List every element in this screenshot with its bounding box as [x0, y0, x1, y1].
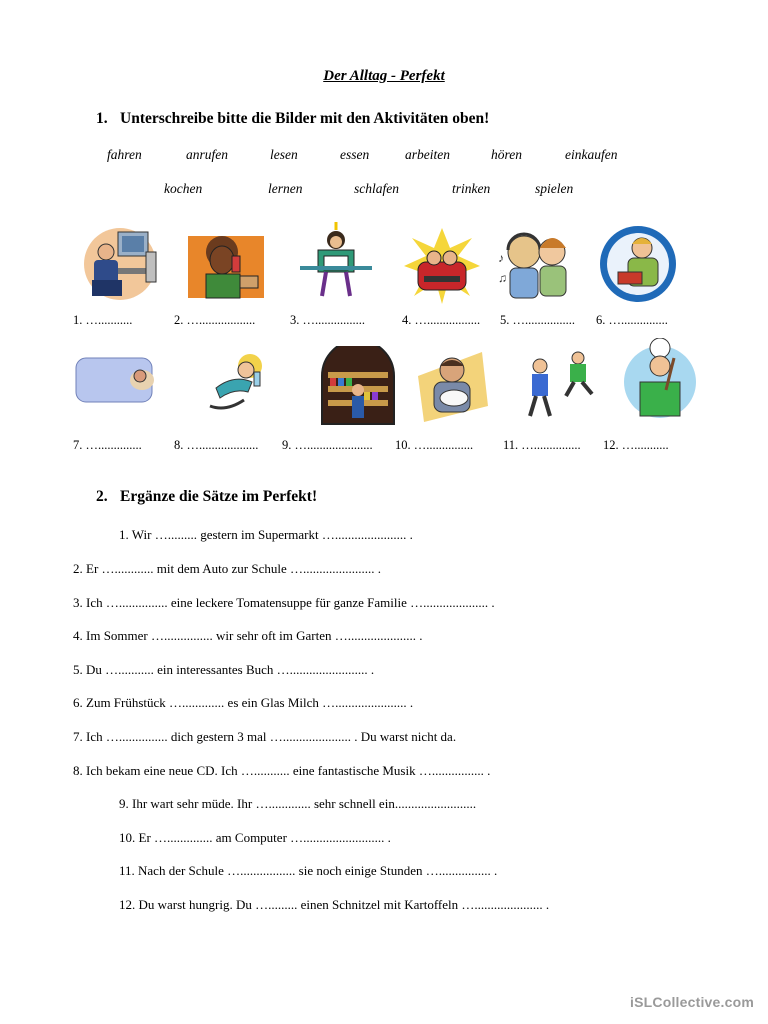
- sentence-item[interactable]: 4. Im Sommer …............... wir sehr oft im Garten …..................... .: [73, 628, 423, 643]
- sentence-item[interactable]: 11. Nach der Schule …................. sie noch einige Stunden …................ .: [119, 863, 498, 878]
- word-bank-item: schlafen: [354, 181, 399, 196]
- word-bank-item: spielen: [535, 181, 574, 196]
- picture-answer-blank[interactable]: 2. …..................: [174, 313, 256, 327]
- worksheet-title: Der Alltag - Perfekt: [323, 68, 445, 84]
- eating-icon: [412, 346, 492, 426]
- word-bank-item: kochen: [164, 181, 203, 196]
- task2-heading-text: Ergänze die Sätze im Perfekt!: [120, 488, 318, 505]
- task1-heading-text: Unterschreibe bitte die Bilder mit den Aktivitäten oben!: [120, 110, 490, 127]
- word-bank-item: hören: [491, 147, 522, 162]
- sentence-item[interactable]: 12. Du warst hungrig. Du …......... einen Schnitzel mit Kartoffeln …..................... .: [119, 897, 550, 912]
- picture-answer-blank[interactable]: 7. …..............: [73, 438, 142, 452]
- sentence-item[interactable]: 10. Er ….............. am Computer …......................... .: [119, 830, 391, 845]
- sentence-item[interactable]: 7. Ich …............... dich gestern 3 mal …..................... . Du warst nicht da.: [73, 729, 457, 744]
- task2-heading: [96, 488, 317, 506]
- computer-work-icon: [80, 222, 160, 302]
- sentence-item[interactable]: 2. Er …............ mit dem Auto zur Schule …...................... .: [73, 561, 382, 576]
- sentence-item[interactable]: 8. Ich bekam eine neue CD. Ich …........... eine fantastische Musik …................ .: [73, 763, 491, 778]
- picture-answer-blank[interactable]: 8. …...................: [174, 438, 259, 452]
- task2-number: 2.: [96, 488, 108, 505]
- phone-call-icon: [186, 226, 266, 306]
- sentence-item[interactable]: 9. Ihr wart sehr müde. Ihr …............. sehr schnell ein.........................: [119, 796, 477, 811]
- picture-answer-blank[interactable]: 4. ….................: [402, 313, 481, 327]
- word-bank-item: einkaufen: [565, 147, 618, 162]
- word-bank-item: trinken: [452, 181, 491, 196]
- car-driving-icon: [402, 226, 482, 306]
- word-bank-item: essen: [340, 147, 370, 162]
- picture-answer-blank[interactable]: 12. …...........: [603, 438, 669, 452]
- svg-text:♫: ♫: [498, 271, 507, 285]
- task1-heading: [96, 110, 489, 128]
- svg-text:♪: ♪: [498, 251, 504, 265]
- sentence-item[interactable]: 3. Ich …............... eine leckere Tomatensuppe für ganze Familie ….................... .: [73, 595, 495, 610]
- word-bank-item: anrufen: [186, 147, 228, 162]
- playing-kids-icon: [522, 350, 602, 430]
- library-icon: [318, 346, 398, 426]
- listening-music-icon: [496, 222, 576, 302]
- sentence-item[interactable]: 6. Zum Frühstück …............. es ein Glas Milch …...................... .: [73, 695, 414, 710]
- picture-answer-blank[interactable]: 10. …...............: [395, 438, 474, 452]
- watermark: iSLCollective.com: [630, 994, 754, 1010]
- picture-answer-blank[interactable]: 9. ….....................: [282, 438, 373, 452]
- word-bank-item: arbeiten: [405, 147, 450, 162]
- word-bank-item: lernen: [268, 181, 303, 196]
- picture-answer-blank[interactable]: 1. …...........: [73, 313, 133, 327]
- picture-answer-blank[interactable]: 6. …...............: [596, 313, 668, 327]
- picture-answer-blank[interactable]: 3. …................: [290, 313, 365, 327]
- drinking-icon: [196, 344, 276, 424]
- word-bank-item: lesen: [270, 147, 298, 162]
- reading-girl-icon: [296, 220, 376, 300]
- reading-boy-icon: [598, 224, 678, 304]
- picture-answer-blank[interactable]: 11. …...............: [503, 438, 581, 452]
- task1-number: 1.: [96, 110, 108, 127]
- sentence-item[interactable]: 5. Du …........... ein interessantes Buch …........................ .: [73, 662, 375, 677]
- cooking-chef-icon: [620, 338, 700, 418]
- word-bank-item: fahren: [107, 147, 142, 162]
- picture-answer-blank[interactable]: 5. …................: [500, 313, 575, 327]
- sleeping-icon: [74, 340, 154, 420]
- sentence-item[interactable]: 1. Wir …......... gestern im Supermarkt …...................... .: [119, 527, 413, 542]
